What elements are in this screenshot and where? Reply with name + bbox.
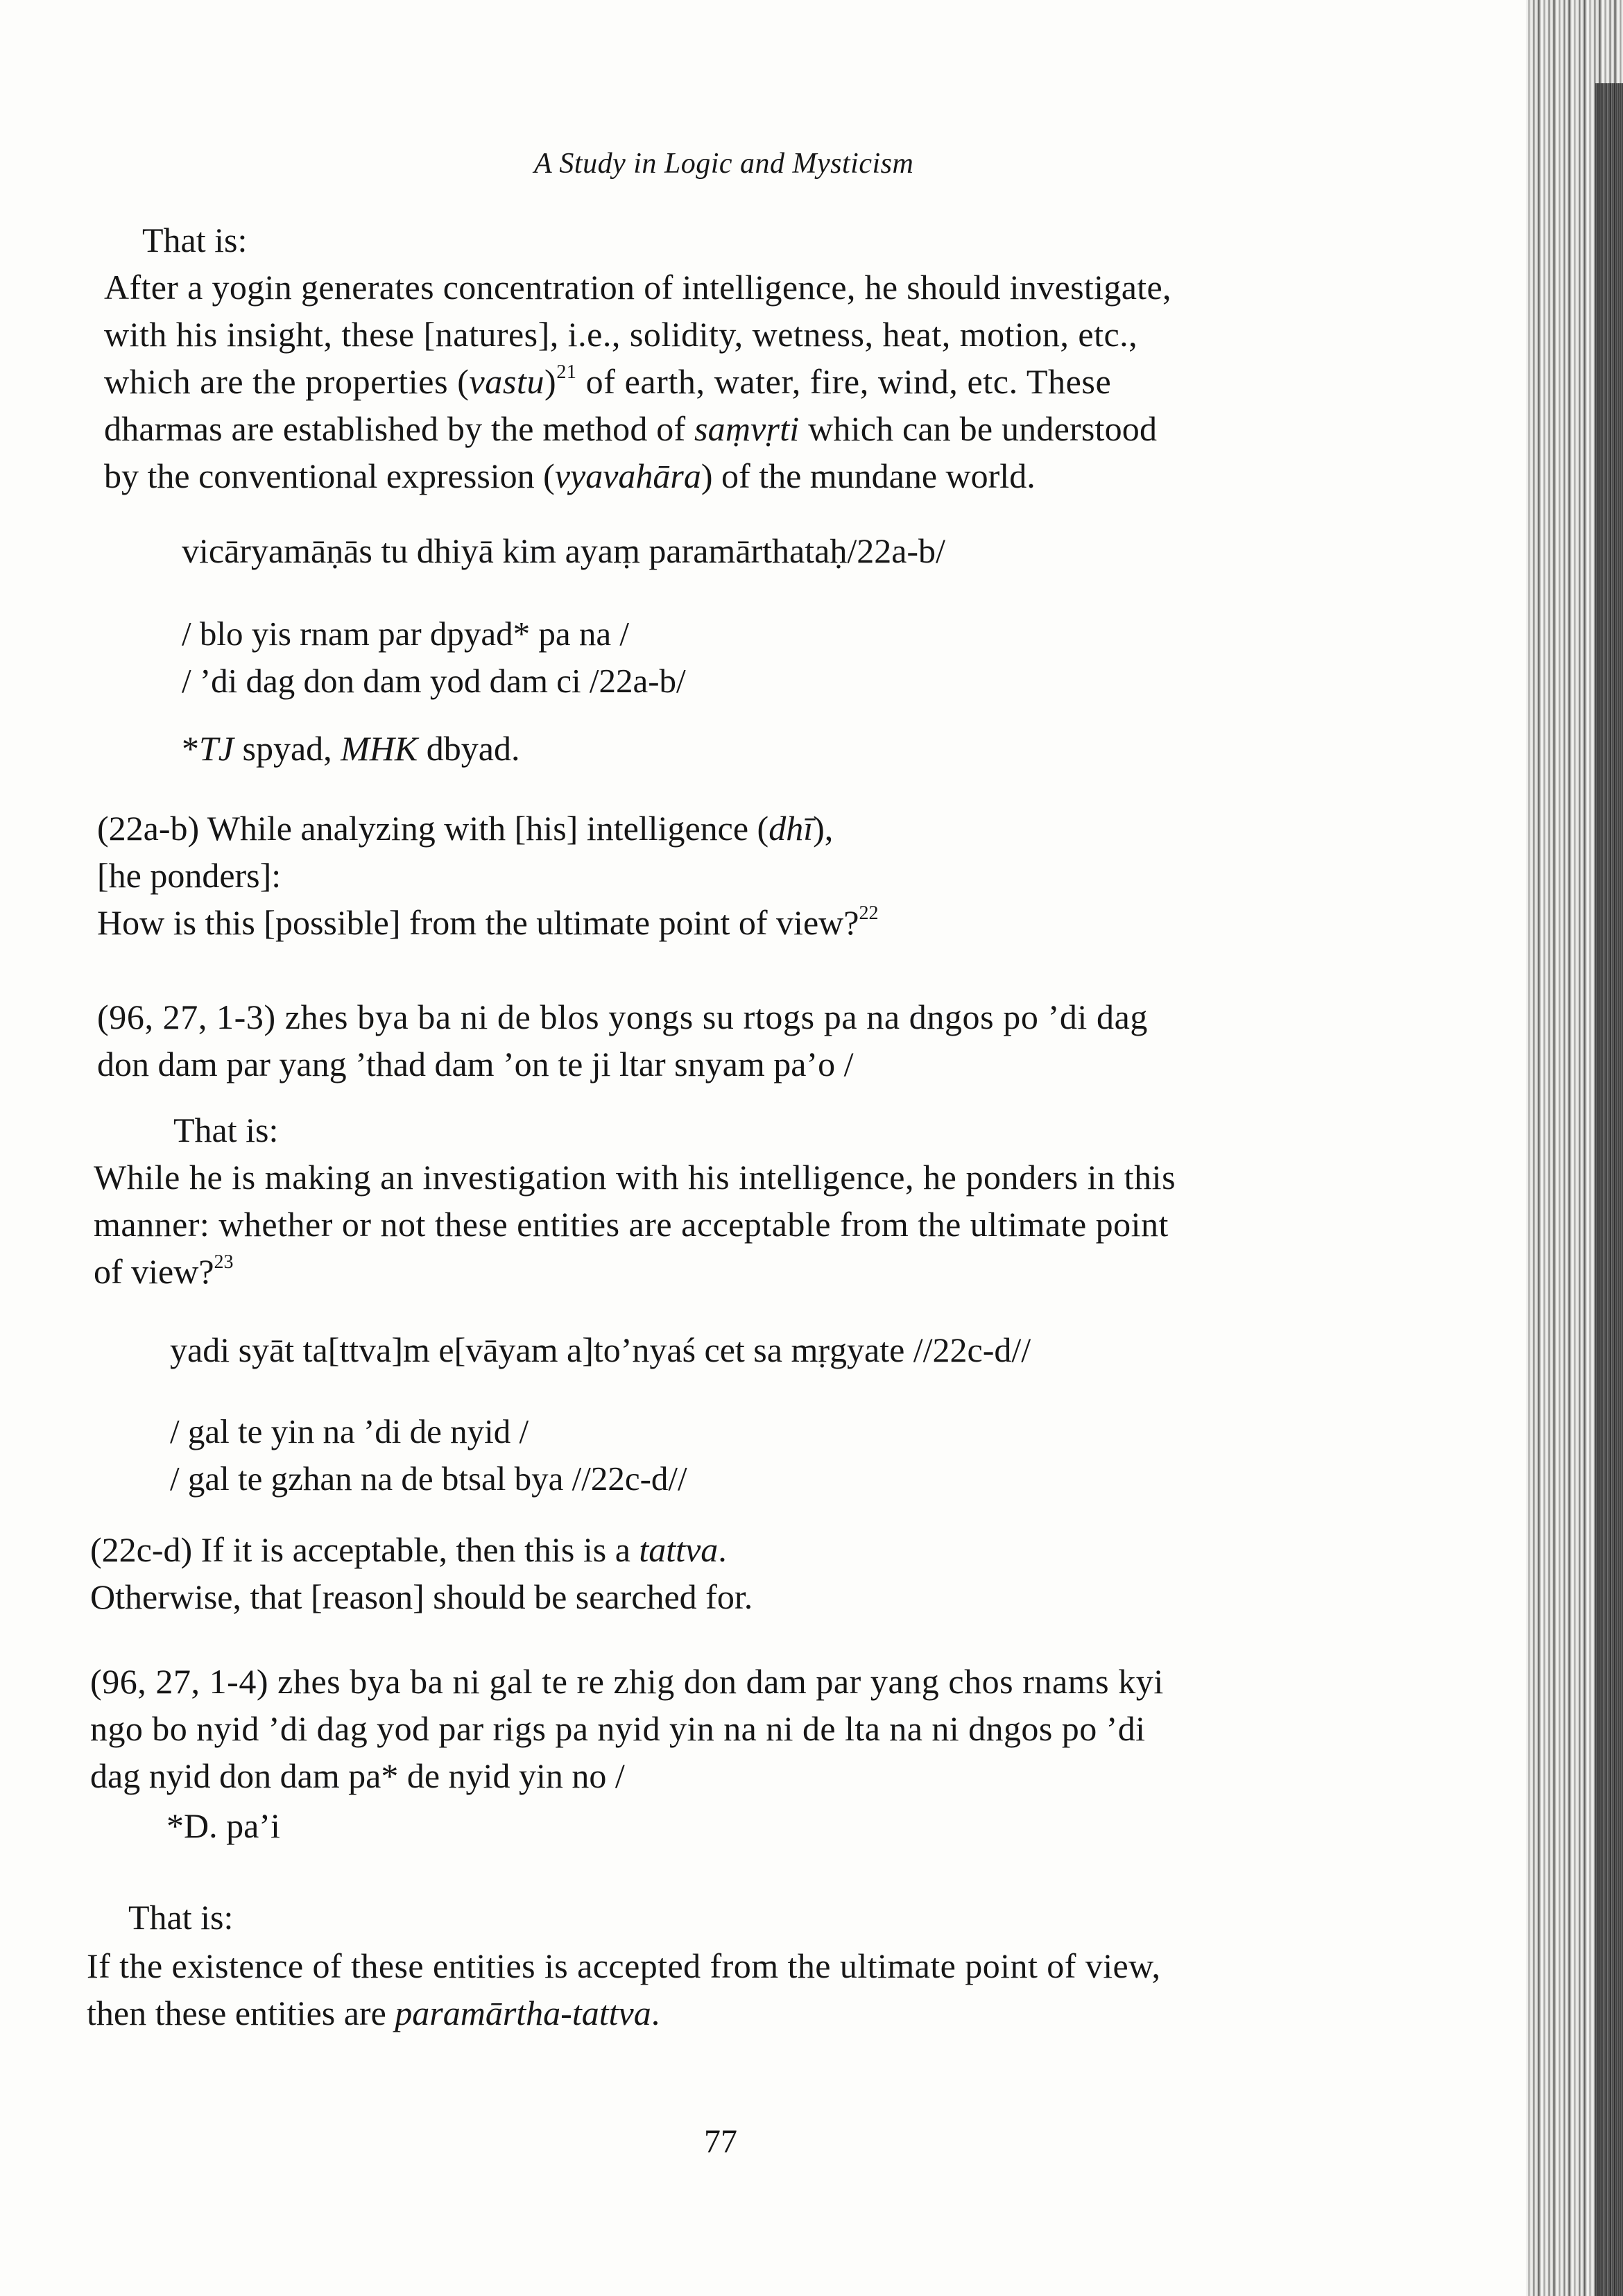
verse-22ab-tibetan (182, 610, 686, 705)
p1-line-1: After a yogin generates concentration of intelligence, he should investigate, (104, 268, 1171, 307)
trans-22cd-line-1: (22c-d) If it is acceptable, then this is a tattva. (90, 1530, 727, 1569)
comm2-line-3: dag nyid don dam pa* de nyid yin no / (90, 1756, 625, 1795)
p3-line-2: then these entities are paramārtha-tattva. (87, 1994, 660, 2032)
paragraph-2 (94, 1154, 1176, 1295)
trans-22ab-line-2: [he ponders]: (97, 856, 282, 895)
verse-22cd-tibetan-line-1: / gal te yin na ’di de nyid / (170, 1412, 529, 1450)
that-is-1: That is: (142, 221, 248, 259)
translation-22ab (97, 805, 878, 946)
p1-line-5: by the conventional expression (vyavahāra) of the mundane world. (104, 456, 1036, 495)
that-is-2: That is: (173, 1111, 279, 1149)
commentary-1 (97, 993, 1148, 1088)
page-number: 77 (704, 2123, 737, 2160)
scan-binding-shadow (1595, 83, 1623, 2296)
verse-22ab-tibetan-line-1: / blo yis rnam par dpyad* pa na / (182, 615, 630, 653)
verse-22ab-tibetan-line-2: / ’di dag don dam yod dam ci /22a-b/ (182, 662, 686, 700)
p1-line-3: which are the properties (vastu)$^{21}$ of earth, water, fire, wind, etc. These (104, 361, 1112, 401)
translation-22cd (90, 1526, 753, 1620)
verse-22cd-tibetan-line-2: / gal te gzhan na de btsal bya //22c-d// (170, 1459, 687, 1498)
trans-22ab-line-3: How is this [possible] from the ultimate point of view?$^{22}$ (97, 902, 879, 942)
comm2-line-2: ngo bo nyid ’di dag yod par rigs pa nyid yin na ni de lta na ni dngos po ’di (90, 1709, 1146, 1748)
commentary-2 (90, 1658, 1164, 1799)
comm1-line-1: (96, 27, 1-3) zhes bya ba ni de blos yongs su rtogs pa na dngos po ’di dag (97, 997, 1149, 1036)
p2-line-2: manner: whether or not these entities are acceptable from the ultimate point (94, 1205, 1169, 1244)
note-2: *D. pa’i (166, 1806, 280, 1845)
comm2-line-1: (96, 27, 1-4) zhes bya ba ni gal te re zhig don dam par yang chos rnams kyi (90, 1662, 1164, 1701)
comm1-line-2: don dam par yang ’thad dam ’on te ji ltar snyam pa’o / (97, 1045, 854, 1083)
note-22ab: *TJ spyad, MHK dbyad. (182, 729, 520, 768)
paragraph-1 (104, 264, 1171, 499)
p2-line-1: While he is making an investigation with his intelligence, he ponders in this (94, 1158, 1176, 1197)
verse-22ab-sanskrit: vicāryamāṇās tu dhiyā kim ayaṃ paramārthataḥ/22a-b/ (182, 531, 945, 570)
trans-22ab-line-1: (22a-b) While analyzing with [his] intelligence (dhī), (97, 809, 834, 848)
paragraph-3 (87, 1942, 1160, 2037)
verse-22cd-tibetan (170, 1408, 687, 1502)
verse-22cd-sanskrit: yadi syāt ta[ttva]m e[vāyam a]to’nyaś cet sa mṛgyate //22c-d// (170, 1330, 1031, 1369)
p2-line-3: of view?$^{23}$ (94, 1251, 234, 1291)
running-head: A Study in Logic and Mysticism (534, 148, 914, 180)
p3-line-1: If the existence of these entities is accepted from the ultimate point of view, (87, 1946, 1161, 1985)
trans-22cd-line-2: Otherwise, that [reason] should be searched for. (90, 1577, 753, 1616)
p1-line-2: with his insight, these [natures], i.e., solidity, wetness, heat, motion, etc., (104, 315, 1138, 354)
that-is-3: That is: (128, 1898, 234, 1937)
p1-line-4: dharmas are established by the method of saṃvṛti which can be understood (104, 409, 1158, 448)
